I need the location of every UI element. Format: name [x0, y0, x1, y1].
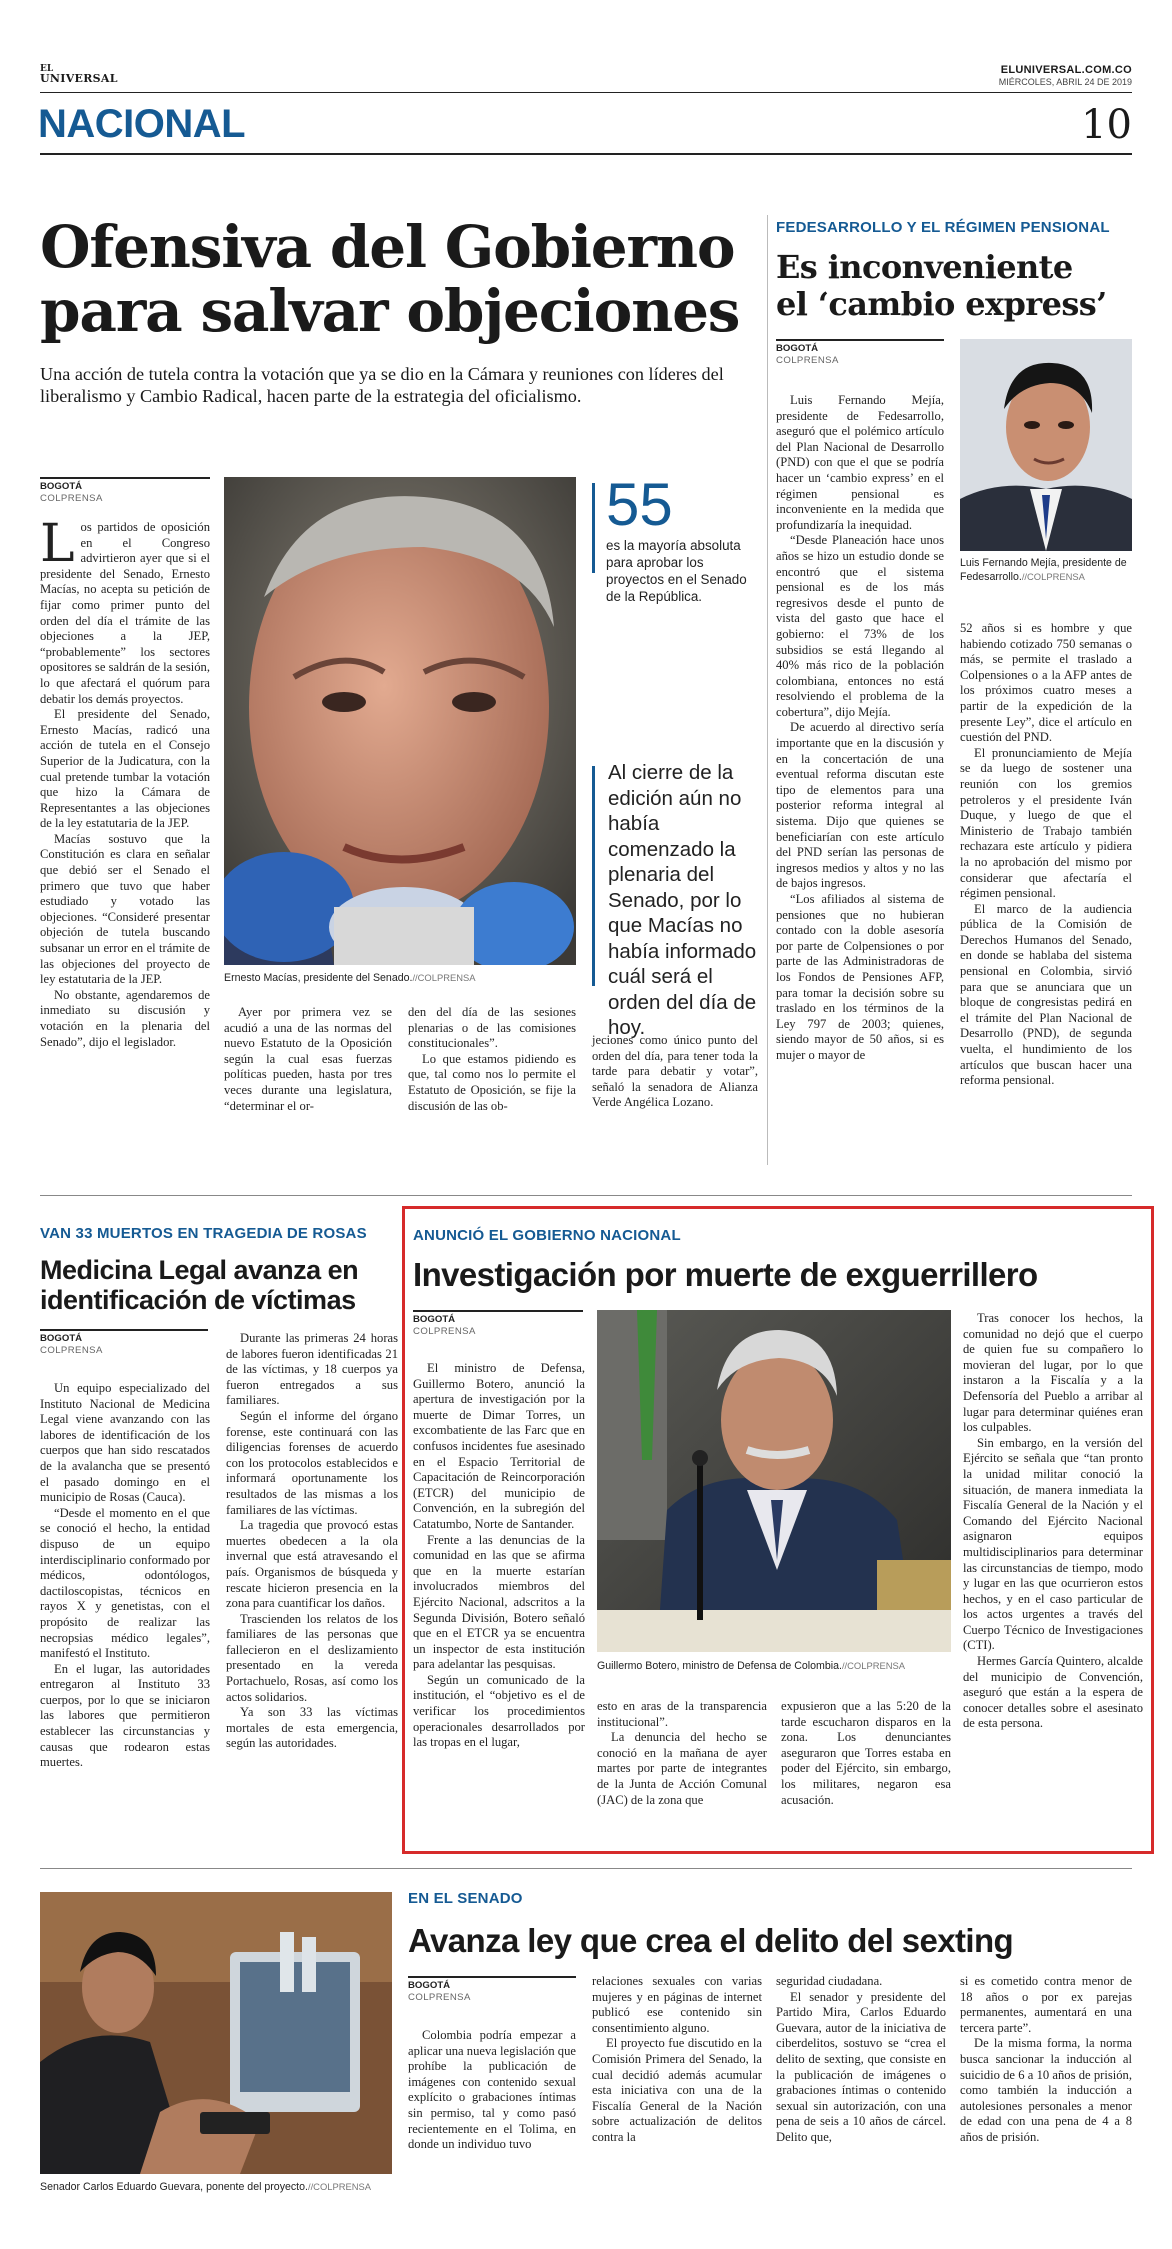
- rosas-story: [40, 1225, 400, 1835]
- column-divider-top: [767, 215, 768, 1165]
- lead-column-4: jeciones como único punto del orden del día, para tener toda la tarde para debatir y votar”, señaló la senadora de Alianza Verde Angélica Lozano.: [592, 1033, 758, 1110]
- stat-text: es la mayoría absoluta para aprobar los proyectos en el Senado de la República.: [606, 538, 747, 604]
- sexting-kicker: EN EL SENADO: [408, 1890, 523, 1907]
- issue-date: MIÉRCOLES, ABRIL 24 DE 2019: [998, 77, 1132, 87]
- rosas-column-1: Un equipo especializado del Instituto Nacional de Medicina Legal viene avanzando con las labores de identificación de los cuerpos que han sido rescatados de la avalancha que se presentó el pasado domingo en el municipio de Rosas (Cauca). “Desde el momento en el que se conoció el hecho, la entidad dispuso de un equipo interdisciplinario conformado por médicos, odontólogos, dactiloscopistas, técnicos en rayos X y genetistas, con el propósito de realizar las necropsias médico legales”, manifestó el Instituto. En el lugar, las autoridades entregaron al Instituto 33 cuerpos, por lo que se iniciaron las labores que permitieron establecer las circunstancias y causas que rodearon estas muertes.: [40, 1381, 210, 1770]
- investigation-column-1: El ministro de Defensa, Guillermo Botero, anunció la apertura de investigación por la muerte de Dimar Torres, un excombatiente de las Farc que en confusos incidentes fue asesinado en el Espacio Territorial de Capacitación de Reincorporación (ETCR) del municipio de Convención, en la subregión del Catatumbo, Norte de Santander. Frente a las denuncias de la comunidad en las que se afirma que en la muerte estarían involucrados miembros del Ejército Nacional, adscritos a la Segunda División, Botero señaló que en el ETCR ya se encuentra un inspector de esta institución para adelantar las pesquisas. Según un comunicado de la institución, el “objetivo es el de verificar los procedimientos operacionales desarrollados por las tropas en el lugar,: [413, 1361, 585, 1750]
- newspaper-logo: EL UNIVERSAL: [40, 64, 118, 85]
- fedesarrollo-column-1: Luis Fernando Mejía, presidente de Fedesarrollo, aseguró que el polémico artículo del Plan Nacional de Desarrollo (PND) con que el que se podría hacer un ‘cambio express’ en el régimen pensional es inconveniente en la medida que profundizaría la inequidad. “Desde Planeación hace unos años se hizo un estudio donde se encontró que el sistema pensional es de los más regresivos desde el punto de vista del gasto que hace el gobierno: el 73% de los subsidios se está llegando al 40% más rico de la población colombiana, entonces no está resolviendo el problema de la cobertura”, dijo Mejía. De acuerdo al directivo sería importante que en la discusión y en la concertación de una eventual reforma discutan este tipo de elementos para una posterior reforma integral al sistema. Dijo que quienes se beneficiarían con este artículo del PND serían las personas de ingresos medios y altos y no las de bajos ingresos. “Los afiliados al sistema de pensiones que no hubieran contado con la doble asesoría por parte de Colpensiones o por parte de las Administradoras de los Fondos de Pensiones AFP, para tomar la decisión sobre su traslado en los términos de la Ley 797 de 2003; quienes, siendo mayor de 50 años, si es mujer o mayor de: [776, 393, 944, 1062]
- horizontal-divider-1: [40, 1195, 1132, 1196]
- pull-quote-bar: [592, 766, 595, 986]
- sexting-column-2: relaciones sexuales con varias mujeres y en páginas de internet publicó ese contenido sin consentimiento alguno. El proyecto fue discutido en la Comisión Primera del Senado, la cual decidió además acumular esta iniciativa con una de la Fiscalía General de la Nación sobre actualización de delitos contra la: [592, 1974, 762, 2144]
- lead-column-1: Los partidos de oposición en el Congreso advirtieron ayer que si el presidente del Senado, Ernesto Macías, no acepta su petición de fijar como primer punto del orden del día el trámite de las objeciones a la JEP, “probablemente” los sectores opositores se saldrán de la sesión, lo que afectará el quórum para debatir los demás proyectos. El presidente del Senado, Ernesto Macías, radicó una acción de tutela en el Consejo Superior de la Judicatura, con la cual pretende tumbar la votación que hizo la Cámara de Representantes a las objeciones de la ley estatutaria de la JEP. Macías sostuvo que la Constitución es clara en señalar que debió ser el Senado el primero que tuvo que haber estudiado y votado las objeciones. “Consideré presentar objeción de tutela buscando subsanar un error en el trámite de las objeciones del proyecto de ley estatutaria de la JEP. No obstante, agendaremos de inmediato su discusión y votación en la plenaria del Senado”, dijo el legislador.: [40, 514, 210, 1049]
- section-title: NACIONAL: [38, 102, 246, 146]
- sexting-story: [40, 1880, 1132, 2220]
- mejia-photo: [960, 339, 1132, 551]
- rosas-byline: BOGOTÁ COLPRENSA: [40, 1329, 208, 1357]
- lead-headline: Ofensiva del Gobierno para salvar objeciones: [40, 213, 740, 345]
- guevara-photo-caption: Senador Carlos Eduardo Guevara, ponente del proyecto.//COLPRENSA: [40, 2181, 372, 2193]
- sexting-column-3: seguridad ciudadana. El senador y presidente del Partido Mira, Carlos Eduardo Guevara, autor de la iniciativa de ciberdelitos, sostuvo se “crea el delito de sexting, que consiste en la publicación de imágenes o grabaciones íntimas o contenido sexual sin autorización, con una pena de seis a 10 años de cárcel. Delito que,: [776, 1974, 946, 2144]
- site-url: ELUNIVERSAL.COM.CO: [1000, 64, 1132, 76]
- lead-story: [40, 215, 758, 1175]
- lead-subtitle: Una acción de tutela contra la votación que ya se dio en la Cámara y reuniones con líderes del liberalismo y Cambio Radical, hacen parte de la estrategia del oficialismo.: [40, 364, 724, 406]
- investigation-column-3: expusieron que a las 5:20 de la tarde escucharon disparos en la zona. Los denunciantes aseguraron que Torres estaba en poder del Ejército, sin embargo, los militares, negaron esa acusación.: [781, 1699, 951, 1807]
- horizontal-divider-2: [40, 1868, 1132, 1869]
- investigation-column-4: Tras conocer los hechos, la comunidad no dejó que el cuerpo de quien fue su compañero lo movieran del lugar, por lo que instaron a la Fiscalía y a la Defensoría del Pueblo a arribar al lugar para determinar quiénes eran los culpables. Sin embargo, en la versión del Ejército se señala que “tan pronto la unidad militar conoció la situación, de manera inmediata la Fiscalía General de la Nación y el Comando del Ejército Nacional asignaron equipos multidisciplinarios para determinar las circunstancias de tiempo, modo y lugar en las que ocurrieron estos hechos, y en el caso particular de los actos urgentes a través del Cuerpo Técnico de Investigaciones (CTI). Hermes García Quintero, alcalde del municipio de Convención, aseguró que están a la espera de conocer detalles sobre el asesinato de esta persona.: [963, 1311, 1143, 1731]
- investigation-kicker: ANUNCIÓ EL GOBIERNO NACIONAL: [413, 1227, 681, 1244]
- sexting-column-4: si es cometido contra menor de 18 años o por ex parejas permanentes, aumentará en una tercera parte”. De la misma forma, la norma busca sancionar la inducción al suicidio de 6 a 10 años de prisión, como también la inducción a autolesiones personales a menor de edad con una pena de 4 a 8 años de prisión.: [960, 1974, 1132, 2144]
- guevara-photo: [40, 1892, 392, 2174]
- sexting-byline: BOGOTÁ COLPRENSA: [408, 1976, 576, 2004]
- investigation-story: [402, 1206, 1154, 1854]
- macias-photo: [224, 477, 576, 965]
- drop-cap: L: [40, 514, 75, 574]
- rosas-column-2: Durante las primeras 24 horas de labores fueron identificadas 21 de las víctimas, y 18 cuerpos ya fueron entregados a sus familiares. Según el informe del órgano forense, este continuará con las diligencias forenses de acuerdo con los protocolos establecidos e informará oportunamente los resultados de las mismas a los familiares de las víctimas. La tragedia que provocó estas muertes obedecen a la ola invernal que está atravesando el país. Organismos de búsqueda y rescate hicieron presencia en la zona para cuantificar los daños. Trascienden los relatos de los familiares de las personas que fallecieron en el deslizamiento presentado en la vereda Portachuelo, Rosas, así como los actos solidarios. Ya son 33 las víctimas mortales de esta emergencia, según las autoridades.: [226, 1331, 398, 1751]
- masthead-rule: [40, 92, 1132, 93]
- rosas-headline: Medicina Legal avanza en identificación de víctimas: [40, 1255, 359, 1315]
- botero-photo: [597, 1310, 951, 1652]
- sexting-column-1: Colombia podría empezar a aplicar una nueva legislación que prohíbe la publicación de imágenes con contenido sexual explícito o grabaciones íntimas sin permiso, tal y como pasó recientemente en el Tolima, en donde un individuo tuvo: [408, 2028, 576, 2152]
- pull-quote: Al cierre de la edición aún no había comenzado la plenaria del Senado, por lo que Macías no había informado cuál será el orden del día de hoy.: [592, 760, 758, 1041]
- fedesarrollo-story: [776, 215, 1132, 1175]
- fedesarrollo-byline: BOGOTÁ COLPRENSA: [776, 339, 944, 367]
- stat-number: 55: [606, 471, 673, 538]
- stat-bar: [592, 483, 595, 573]
- investigation-byline: BOGOTÁ COLPRENSA: [413, 1310, 583, 1338]
- botero-photo-caption: Guillermo Botero, ministro de Defensa de Colombia.//COLPRENSA: [597, 1660, 905, 1672]
- section-rule: [40, 153, 1132, 155]
- lead-column-2: Ayer por primera vez se acudió a una de las normas del nuevo Estatuto de la Oposición según la cual esas fuerzas políticas pueden, hasta por tres veces durante una legislatura, “determinar el or-: [224, 1005, 392, 1113]
- rosas-kicker: VAN 33 MUERTOS EN TRAGEDIA DE ROSAS: [40, 1225, 367, 1242]
- investigation-headline: Investigación por muerte de exguerrillero: [413, 1256, 1038, 1293]
- lead-column-3: den del día de las sesiones plenarias o de las comisiones constitucionales”. Lo que estamos pidiendo es que, tal como nos lo permite el Estatuto de Oposición, se fije la discusión de las ob-: [408, 1005, 576, 1113]
- macias-photo-caption: Ernesto Macías, presidente del Senado.//COLPRENSA: [224, 972, 476, 984]
- fedesarrollo-headline: Es inconveniente el ‘cambio express’: [776, 248, 1107, 323]
- lead-byline: BOGOTÁ COLPRENSA: [40, 477, 210, 505]
- stat-box: [592, 471, 758, 605]
- sexting-headline: Avanza ley que crea el delito del sexting: [408, 1922, 1014, 1959]
- page-number: 10: [1081, 102, 1132, 148]
- fedesarrollo-column-2: 52 años si es hombre y que habiendo cotizado 750 semanas o más, se permite el traslado a Colpensiones o a la AFP antes de los próximos cuatro meses a partir de la expedición de la presente Ley”, dice el artículo en cuestión del PND. El pronunciamiento de Mejía se da luego de sostener una reunión con los gremios petroleros y el presidente Iván Duque, y luego de que el Ministerio de Trabajo también rechazara este artículo y pidiera la no aprobación del mismo por considerar que afectaría el régimen pensional. El marco de la audiencia pública de la Comisión de Derechos Humanos del Senado, en donde se hablaba del sistema pensional en Colombia, sirvió para que se anunciara que un bloque de congresistas pedirá en el trámite del Plan Nacional de Desarrollo (PND), de segunda vuelta, el hundimiento de los artículos que buscan hacer una reforma pensional.: [960, 621, 1132, 1088]
- fedesarrollo-kicker: FEDESARROLLO Y EL RÉGIMEN PENSIONAL: [776, 219, 1110, 236]
- mejia-photo-caption: Luis Fernando Mejía, presidente de Fedesarrollo.//COLPRENSA: [960, 557, 1127, 583]
- investigation-column-2: esto en aras de la transparencia institucional”. La denuncia del hecho se conoció en la mañana de ayer martes por parte de integrantes de la Junta de Acción Comunal (JAC) de la zona que: [597, 1699, 767, 1807]
- masthead: [40, 64, 1132, 154]
